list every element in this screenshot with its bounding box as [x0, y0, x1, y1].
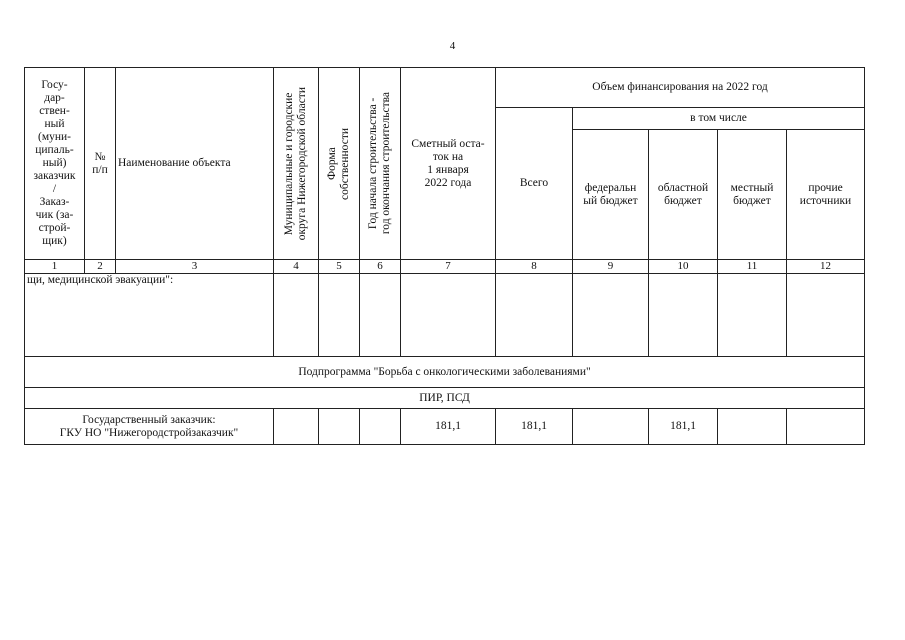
- column-number: 9: [573, 260, 649, 274]
- header-number: № п/п: [85, 68, 116, 260]
- column-number: 6: [360, 260, 401, 274]
- column-number: 7: [401, 260, 496, 274]
- continuation-row: [25, 274, 865, 357]
- column-number-row: [25, 260, 865, 274]
- header-construction-years-text: Год начала строительства - год окончания строительства: [367, 92, 392, 235]
- column-number: 8: [496, 260, 573, 274]
- column-number: 2: [85, 260, 116, 274]
- header-total: Всего: [496, 108, 573, 260]
- column-number: 11: [718, 260, 787, 274]
- row-estimate: 181,1: [401, 409, 496, 445]
- page-number: 4: [449, 40, 456, 52]
- header-object-name: Наименование объекта: [116, 68, 274, 260]
- column-number: 5: [319, 260, 360, 274]
- row-other: [787, 409, 865, 445]
- column-number: 10: [649, 260, 718, 274]
- header-federal: федеральн ый бюджет: [573, 130, 649, 260]
- row-customer: Государственный заказчик: ГКУ НО "Нижегородстройзаказчик": [25, 409, 274, 445]
- row-total: 181,1: [496, 409, 573, 445]
- column-number: 3: [116, 260, 274, 274]
- financing-table: [24, 67, 865, 445]
- header-other: прочие источники: [787, 130, 865, 260]
- header-ownership-text: Форма собственности: [326, 127, 351, 200]
- header-regional: областной бюджет: [649, 130, 718, 260]
- header-ownership: [319, 68, 360, 260]
- section-title: ПИР, ПСД: [25, 388, 865, 409]
- header-municipality-text: Муниципальные и городские округа Нижегородской области: [283, 86, 308, 241]
- table-row: [25, 409, 865, 445]
- header-estimate-balance: Сметный оста- ток на 1 января 2022 года: [401, 68, 496, 260]
- subprogram-row: [25, 357, 865, 388]
- section-row: [25, 388, 865, 409]
- subprogram-title: Подпрограмма "Борьба с онкологическими заболеваниями": [25, 357, 865, 388]
- column-number: 1: [25, 260, 85, 274]
- row-federal: [573, 409, 649, 445]
- header-local: местный бюджет: [718, 130, 787, 260]
- header-construction-years: [360, 68, 401, 260]
- header-including: в том числе: [573, 108, 865, 130]
- header-municipality: [274, 68, 319, 260]
- column-number: 12: [787, 260, 865, 274]
- continuation-text: щи, медицинской эвакуации":: [25, 274, 274, 357]
- row-regional: 181,1: [649, 409, 718, 445]
- header-financing: Объем финансирования на 2022 год: [496, 68, 865, 108]
- header-customer: Госу- дар- ствен- ный (муни- ципаль- ный) заказчик / Заказ- чик (за- строй- щик): [25, 68, 85, 260]
- column-number: 4: [274, 260, 319, 274]
- row-local: [718, 409, 787, 445]
